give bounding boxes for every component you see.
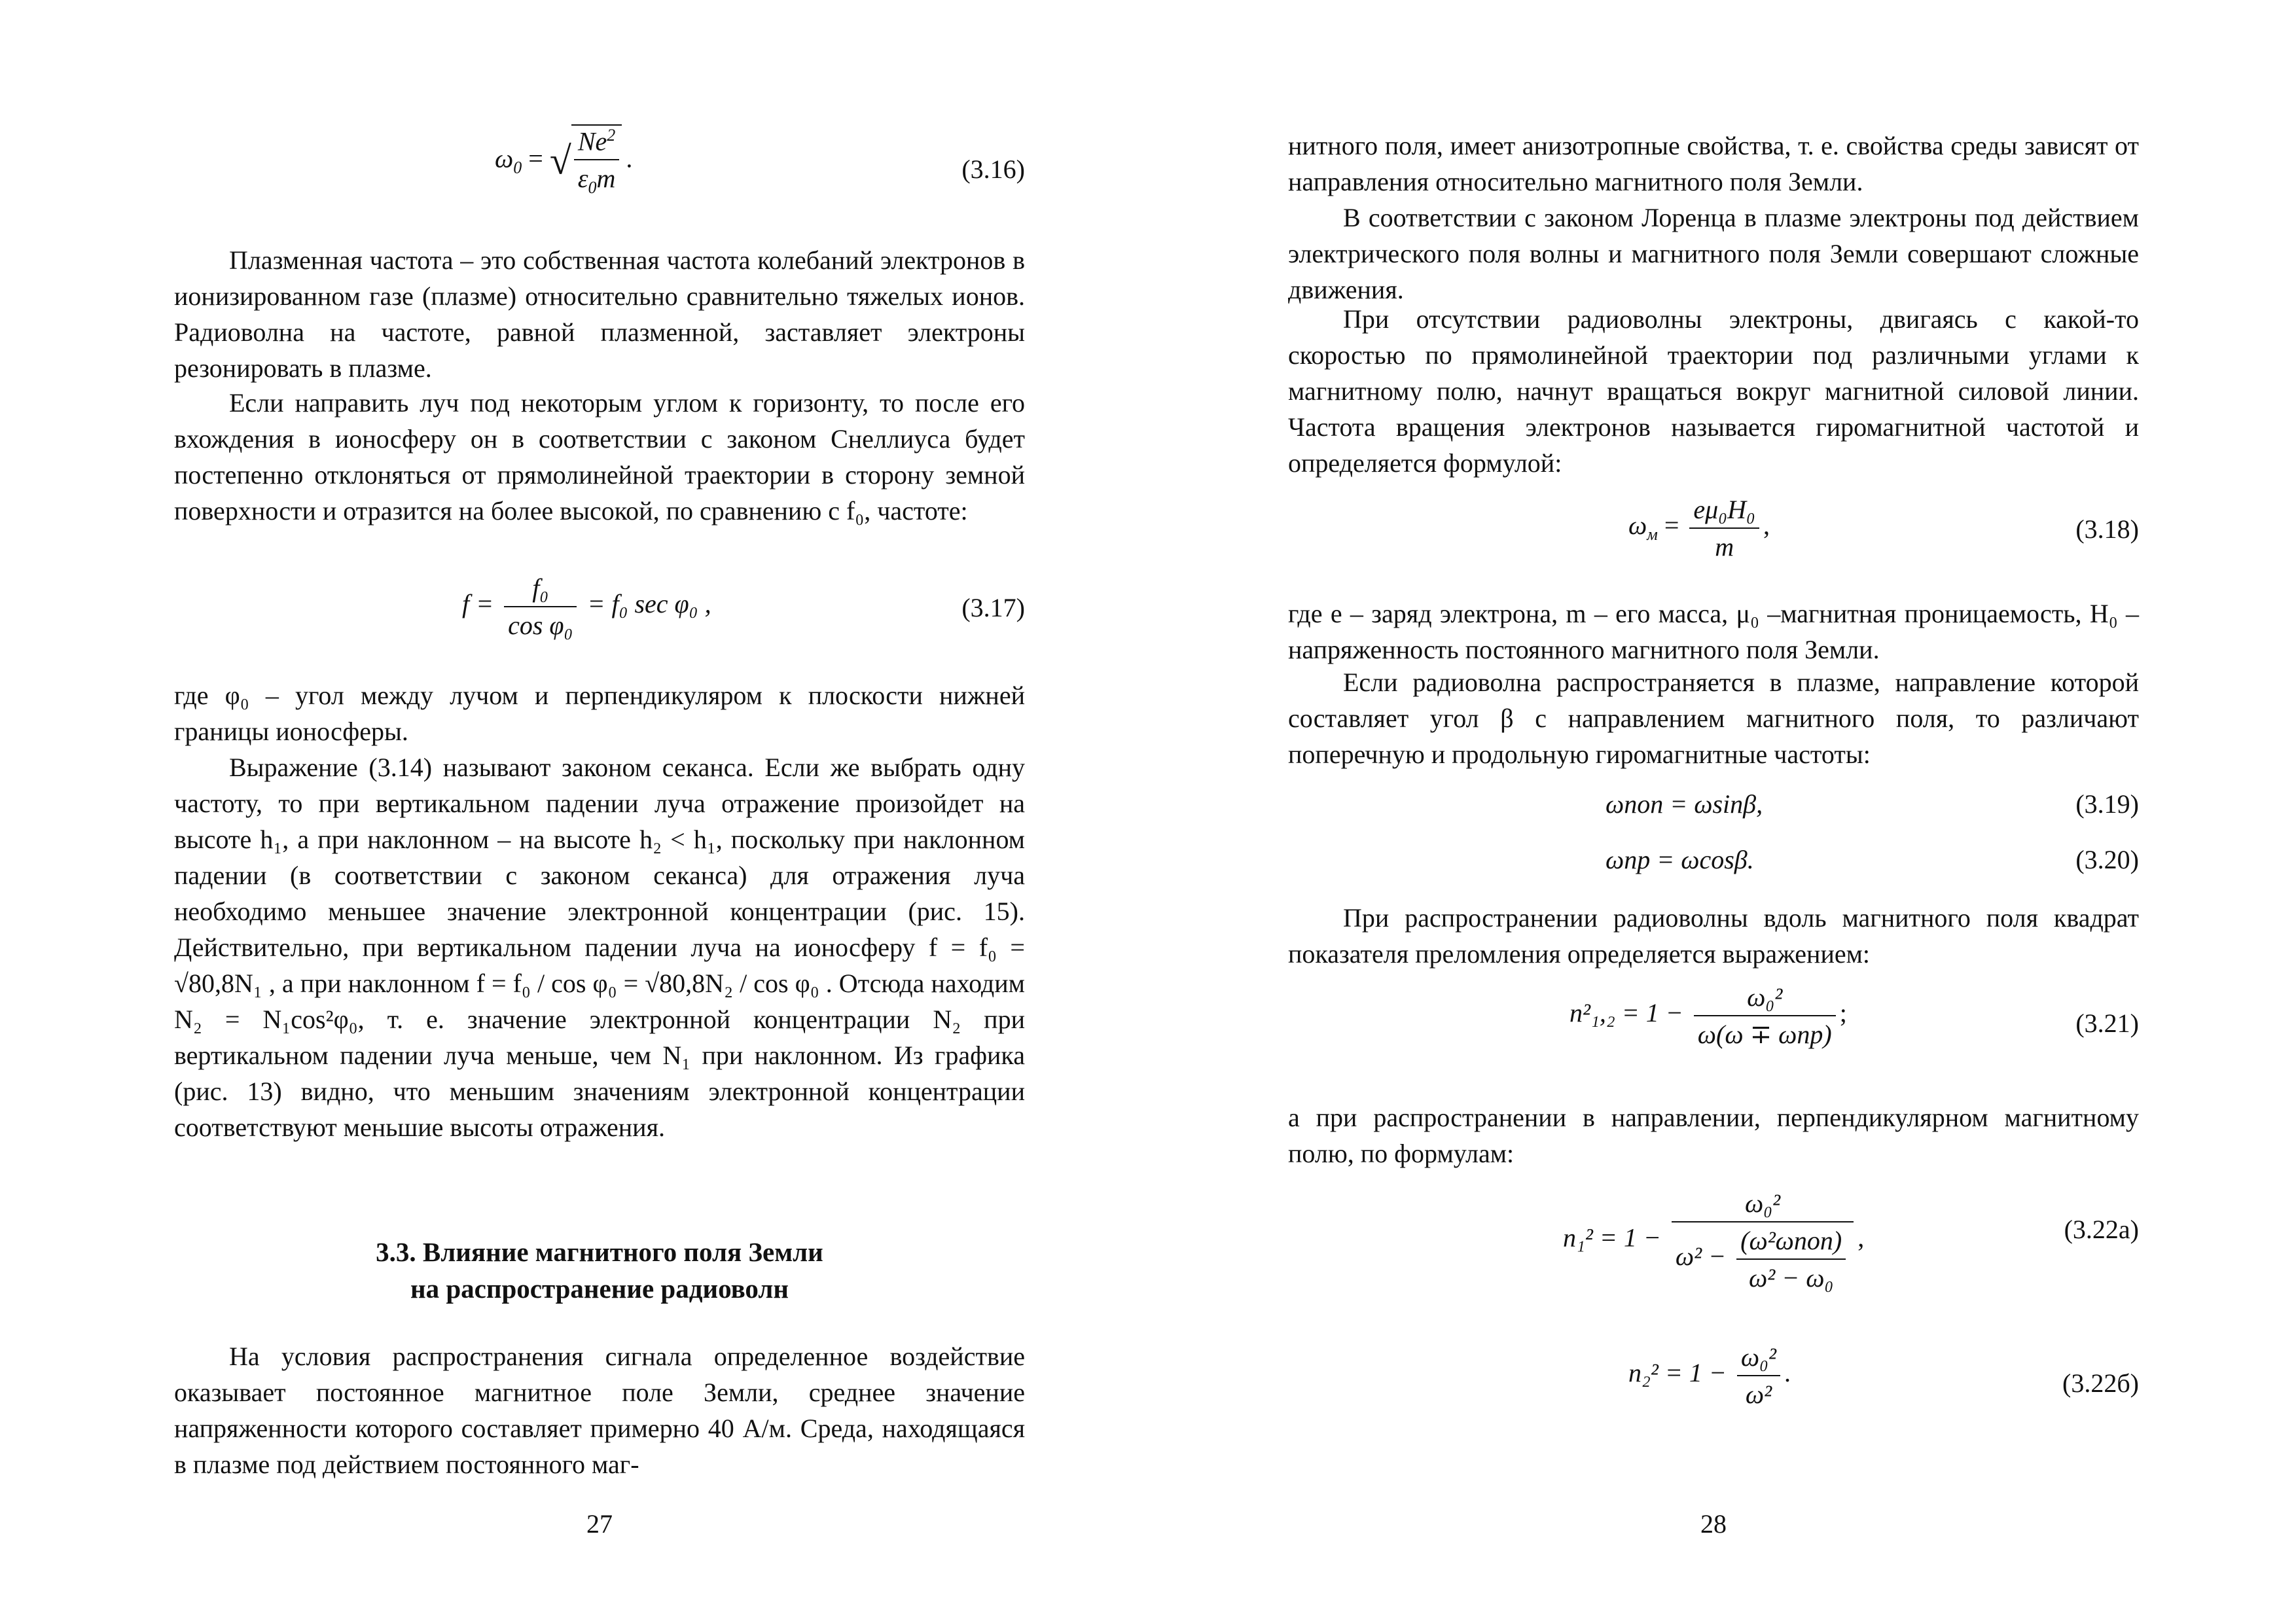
section-heading: 3.3. Влияние магнитного поля Земли на распространение радиоволн [376, 1237, 823, 1304]
equation-3-21 [1288, 982, 2139, 1093]
equation-3-19 [1288, 789, 2139, 828]
paragraph: где φ₀ – угол между лучом и перпендикуляром к плоскости нижней границы ионосферы. [174, 681, 1025, 746]
equation-3-16-body: $\omega_0$ = √ $\frac{Ne^2}{\varepsilon_0m}$ . [495, 126, 633, 198]
equation-3-22b [1288, 1342, 2139, 1453]
equation-number: (3.21) [2075, 1008, 2139, 1038]
paragraph: Если радиоволна распространяется в плазме, направление которой составляет угол β с направлением магнитного поля, то различают поперечную и продольную гиромагнитные частоты: [1288, 668, 2139, 769]
equation-3-17-body: f = $\frac{\text{f₀}}{\text{cos φ₀}}$ = f₀ sec φ₀ , [462, 573, 711, 640]
equation-number: (3.19) [2075, 789, 2139, 819]
equation-3-20-body: ωпр = ωcosβ. [1605, 845, 1754, 874]
equation-3-22a [1288, 1188, 2139, 1325]
equation-number: (3.20) [2075, 845, 2139, 874]
equation-3-21-body: n²₁,₂ = 1 − $\frac{\text{ω₀²}}{\text{ω(ω ∓ ωпр)}}$ ; [1570, 982, 1847, 1049]
equation-number: (3.16) [961, 154, 1025, 184]
equation-3-19-body: ωпоп = ωsinβ, [1605, 789, 1763, 819]
paragraph: Плазменная частота – это собственная частота колебаний электронов в ионизированном газе (плазме) относительно сравнительно тяжелых ионов. Радиоволна на частоте, равной плазменной, заставляет электроны резонировать в плазме. [174, 245, 1025, 383]
equation-3-18-body: $\omega_м$ = $\frac{\text{eμ₀H₀}}{m}$ , [1628, 495, 1770, 562]
left-page [174, 0, 1025, 1623]
equation-3-16 [174, 118, 1025, 229]
paragraph: где e – заряд электрона, m – его масса, μ₀ –магнитная проницаемость, H₀ – напряженность постоянного магнитного поля Земли. [1288, 599, 2139, 664]
equation-number: (3.17) [961, 593, 1025, 622]
paragraph: При распространении радиоволны вдоль магнитного поля квадрат показателя преломления определяется выражением: [1288, 903, 2139, 969]
paragraph: При отсутствии радиоволны электроны, двигаясь с какой-то скоростью по прямолинейной траектории под различными углами к магнитному полю, начнут вращаться вокруг магнитной силовой линии. Частота вращения электронов называется гиромагнитной частотой и определяется формулой: [1288, 304, 2139, 478]
paragraph: В соответствии с законом Лоренца в плазме электроны под действием электрического поля волны и магнитного поля Земли совершают сложные движения. [1288, 203, 2139, 304]
paragraph: Выражение (3.14) называют законом секанса. Если же выбрать одну частоту, то при вертикальном падении луча отражение произойдет на высоте h₁, а при наклонном – на высоте h₂ < h₁, поскольку при наклонном падении (в соответствии с законом секанса) для отражения луча необходимо меньшее значение электронной концентрации (рис. 15). Действительно, при вертикальном падении луча на ионосферу f = f₀ = √80,8N₁ , а при наклонном f = f₀ / cos φ₀ = √80,8N₂ / cos φ₀ . Отсюда находим N₂ = N₁cos²φ₀, т. е. значение электронной концентрации N₂ при вертикальном падении луча меньше, чем N₁ при наклонном. Из графика (рис. 13) видно, что меньшим значениям электронной концентрации соответствуют меньшие высоты отражения. [174, 753, 1025, 1142]
equation-number: (3.18) [2075, 514, 2139, 544]
paragraph: нитного поля, имеет анизотропные свойства, т. е. свойства среды зависят от направления относительно магнитного поля Земли. [1288, 131, 2139, 196]
equation-3-20 [1288, 844, 2139, 883]
equation-3-18 [1288, 494, 2139, 605]
equation-3-17 [174, 573, 1025, 684]
paragraph: Если направить луч под некоторым углом к горизонту, то после его вхождения в ионосферу он в соответствии с законом Снеллиуса будет постепенно отклоняться от прямолинейной траектории в сторону земной поверхности и отразится на более высокой, по сравнению с f₀, частоте: [174, 388, 1025, 526]
page-number: 28 [1700, 1509, 1727, 1539]
paragraph: а при распространении в направлении, перпендикулярном магнитному полю, по формулам: [1288, 1103, 2139, 1168]
equation-number: (3.22б) [2062, 1368, 2139, 1398]
equation-3-22b-body: n₂² = 1 − $\frac{\text{ω₀²}}{\text{ω²}}$ . [1628, 1342, 1791, 1409]
right-page [1288, 0, 2139, 1623]
page-number: 27 [586, 1509, 613, 1539]
equation-number: (3.22а) [2064, 1215, 2139, 1244]
equation-3-22a-body: n₁² = 1 − ω₀² ω² − $\frac{\text{(ω²ωпоп)}}{\text{ω² − ω₀}}$ , [1563, 1188, 1865, 1293]
paragraph: На условия распространения сигнала определенное воздействие оказывает постоянное магнитное поле Земли, среднее значение напряженности которого составляет примерно 40 А/м. Среда, находящаяся в плазме под действием постоянного маг- [174, 1342, 1025, 1479]
